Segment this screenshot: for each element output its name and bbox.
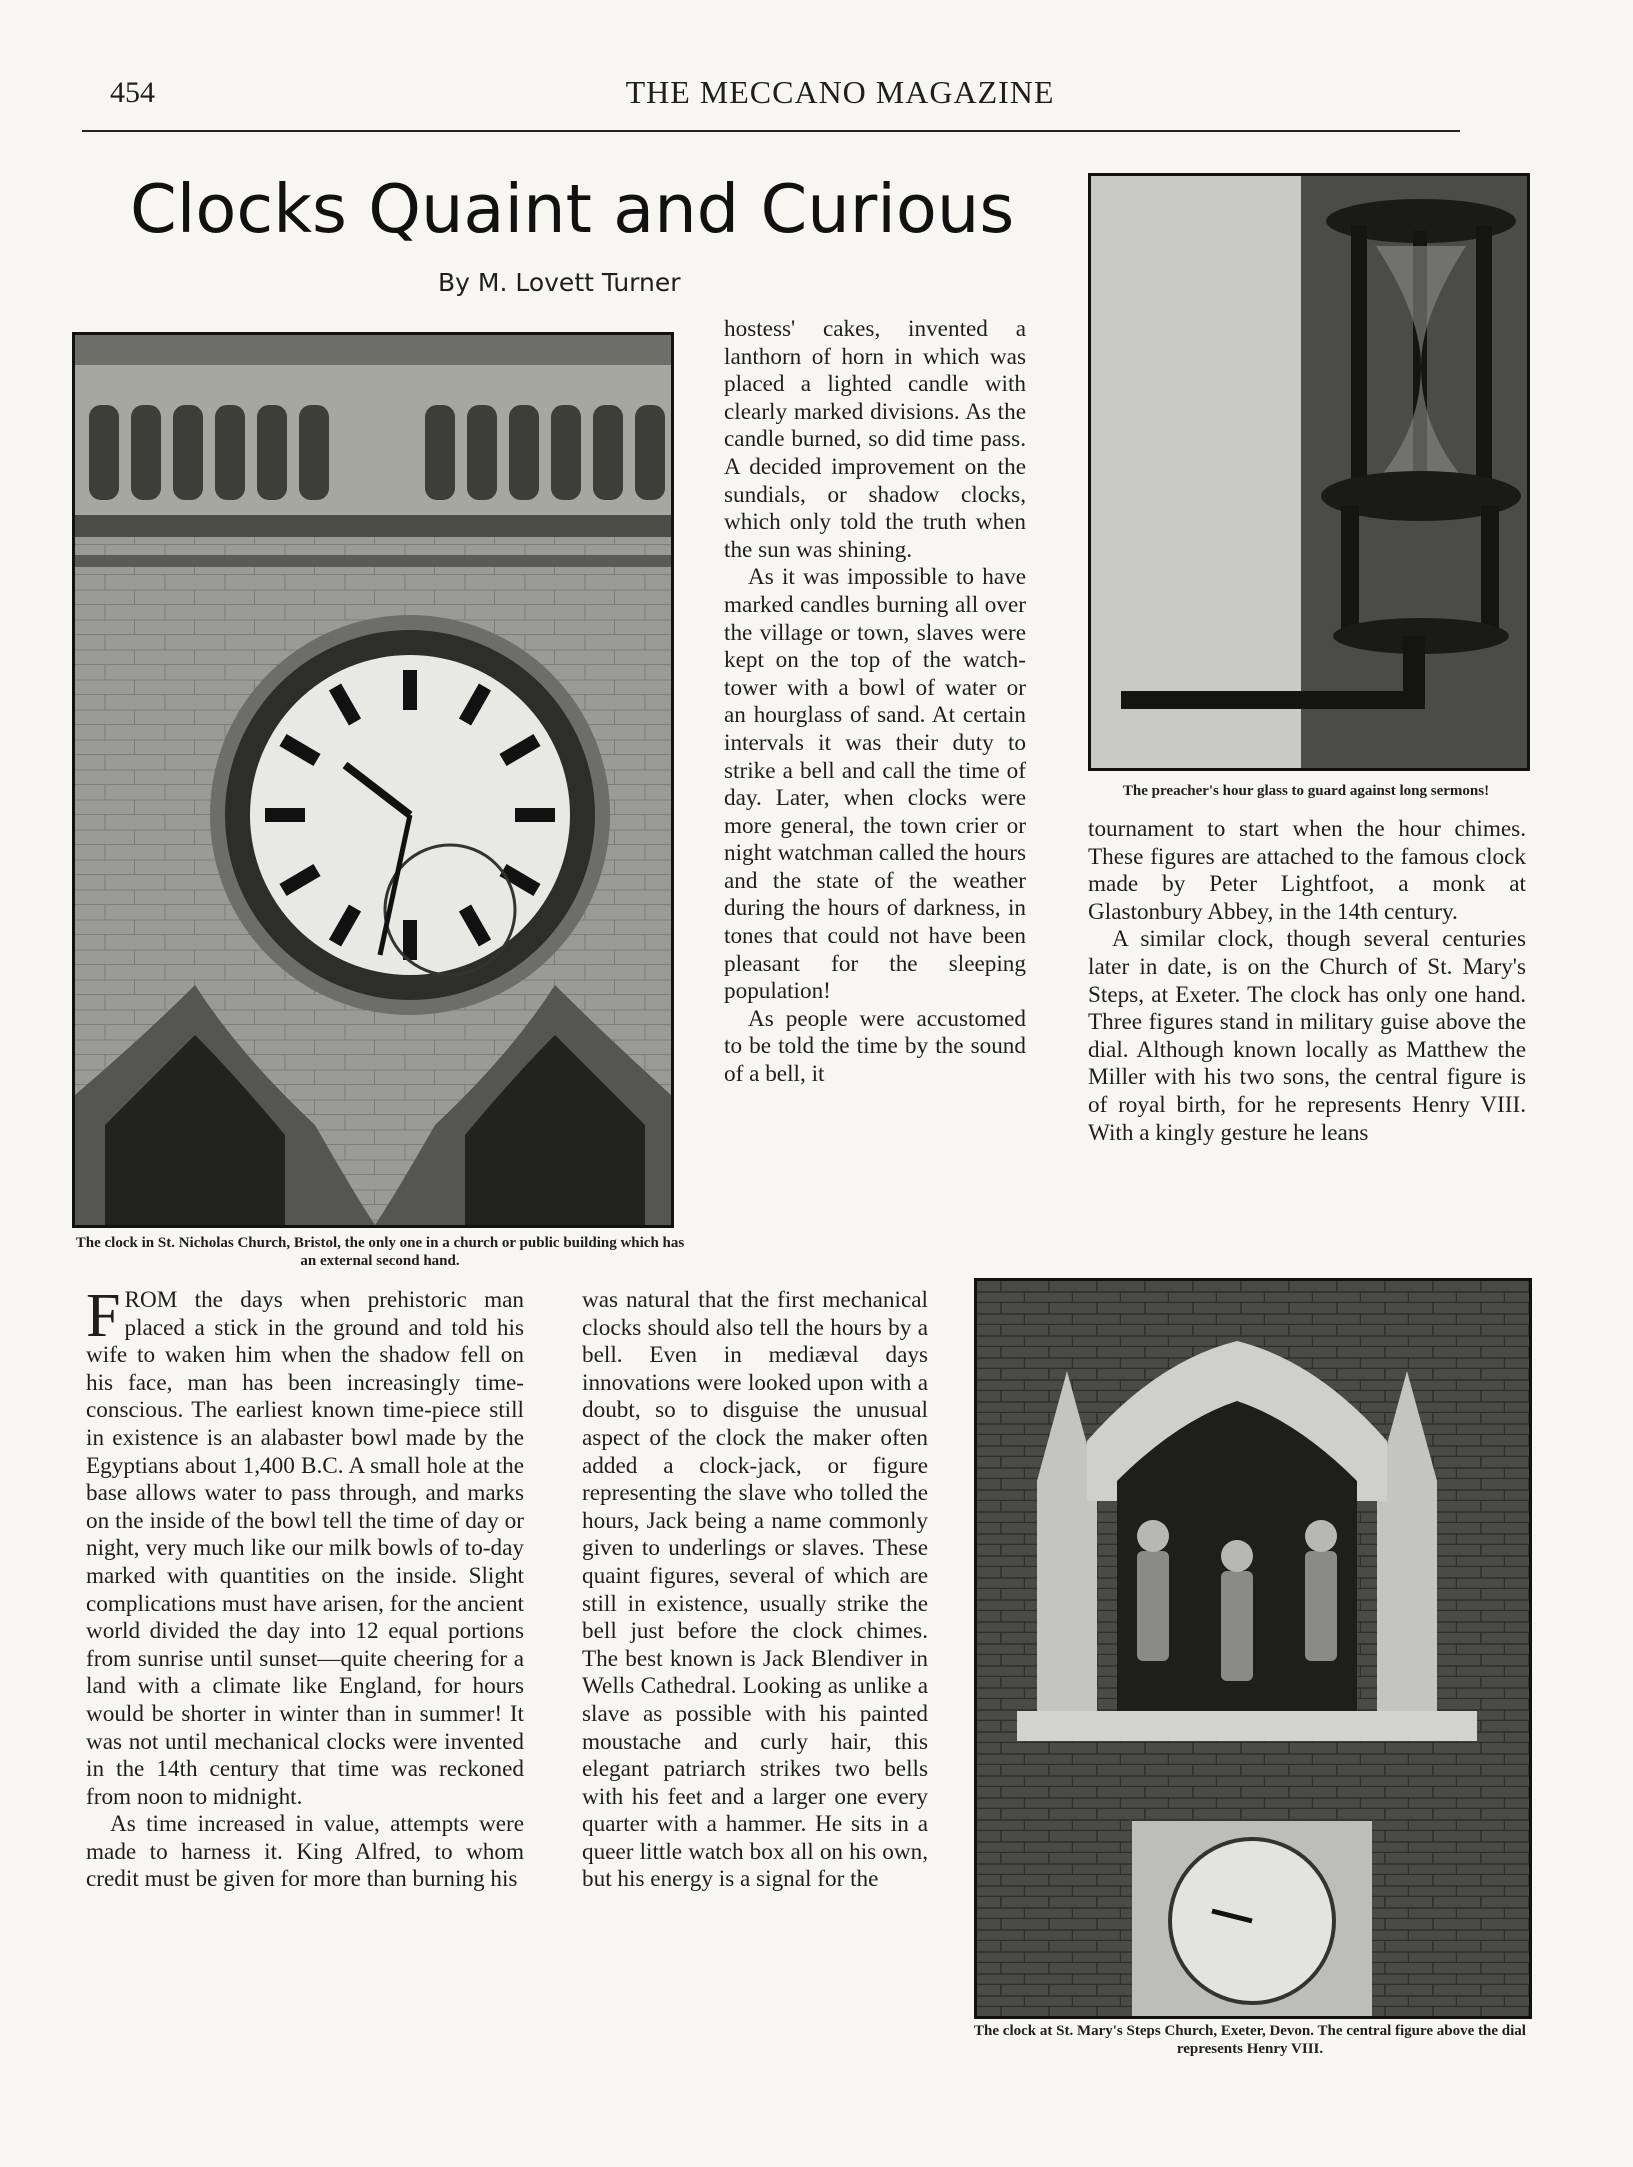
col3-paragraph-1: tournament to start when the hour chimes. These figures are attached to the famous clock made by Peter Lightfoot, a monk at Glastonbury Abbey, in the 14th century. — [1088, 816, 1526, 925]
article-title: Clocks Quaint and Curious — [130, 170, 1015, 248]
drop-cap: F — [86, 1282, 121, 1350]
bristol-clock-photo — [72, 332, 674, 1228]
page-number: 454 — [110, 76, 155, 109]
col3-paragraph-2: A similar clock, though several centuries later in date, is on the Church of St. Mary's Steps, at Exeter. The clock has only one hand. Three figures stand in military guise above the dial. Although known locally as Matthew the Miller with his two sons, the central figure is of royal birth, for he represents Henry VIII. With a kingly gesture he leans — [1088, 926, 1526, 1146]
col2-paragraph-3: As people were accustomed to be told the time by the sound of a bell, it — [724, 1005, 1026, 1088]
running-head: THE MECCANO MAGAZINE — [625, 74, 1055, 110]
column-1-text — [86, 1282, 524, 1894]
col2-paragraph-1: hostess' cakes, invented a lanthorn of horn in which was placed a lighted candle with clearly marked divisions. As the candle burned, so did time pass. A decided improvement on the sundials, or shadow clocks, which only told the truth when the sun was shining. — [724, 316, 1026, 563]
column-2-bottom-text — [582, 1287, 928, 1894]
col2-bottom-paragraph-1: was natural that the first mechanical clocks should also tell the hours by a bell. Even in mediæval days innovations were looked upon with a doubt, so to disguise the unusual aspect of the clock the maker often added a clock-jack, or figure representing the slave who tolled the hours, Jack being a name commonly given to underlings or slaves. These quaint figures, several of which are still in existence, usually strike the bell just before the clock chimes. The best known is Jack Blendiver in Wells Cathedral. Looking as unlike a slave as possible with his painted moustache and curly hair, this elegant patriarch strikes two bells with his feet and a larger one every quarter with a hammer. He sits in a queer little watch box all on his own, but his energy is a signal for the — [582, 1287, 928, 1893]
bristol-caption: The clock in St. Nicholas Church, Bristol, the only one in a church or public building which has an external second hand. — [75, 1235, 685, 1269]
column-3-text — [1088, 816, 1526, 1147]
col2-paragraph-2: As it was impossible to have marked candles burning all over the village or town, slaves were kept on the top of the watch-tower with a bowl of water or an hourglass of sand. At certain intervals it was their duty to strike a bell and call the time of day. Later, when clocks were more general, the town crier or night watchman called the hours and the state of the weather during the hours of darkness, in tones that could not have been pleasant for the sleeping population! — [724, 564, 1026, 1005]
header-rule — [82, 130, 1460, 132]
hourglass-photo — [1088, 173, 1530, 771]
exeter-caption: The clock at St. Mary's Steps Church, Exeter, Devon. The central figure above the dial represents Henry VIII. — [974, 2023, 1526, 2057]
col1-paragraph-1-text: ROM the days when prehistoric man placed a stick in the ground and told his wife to waken him when the shadow fell on his face, man has been increasingly time-conscious. The earliest known time-piece still in existence is an alabaster bowl made by the Egyptians about 1,400 B.C. A small hole at the base allows water to pass through, and marks on the inside of the bowl tell the time of day or night, very much like our milk bowls of to-day marked with quantities on the inside. Slight complications must have arisen, for the ancient world divided the day into 12 equal portions from sunrise until sunset—quite cheering for a land with a climate like England, for hours would be shorter in winter than in summer! It was not until mechanical clocks were invented in the 14th century that time was reckoned from noon to midnight. — [86, 1287, 524, 1810]
exeter-clock-photo — [974, 1278, 1532, 2019]
article-byline: By M. Lovett Turner — [438, 268, 681, 297]
col1-paragraph-2: As time increased in value, attempts were made to harness it. King Alfred, to whom credit must be given for more than burning his — [86, 1811, 524, 1893]
hourglass-caption: The preacher's hour glass to guard against long sermons! — [1122, 783, 1490, 799]
col1-paragraph-1 — [86, 1282, 524, 1811]
column-2-top-text — [724, 316, 1026, 1089]
